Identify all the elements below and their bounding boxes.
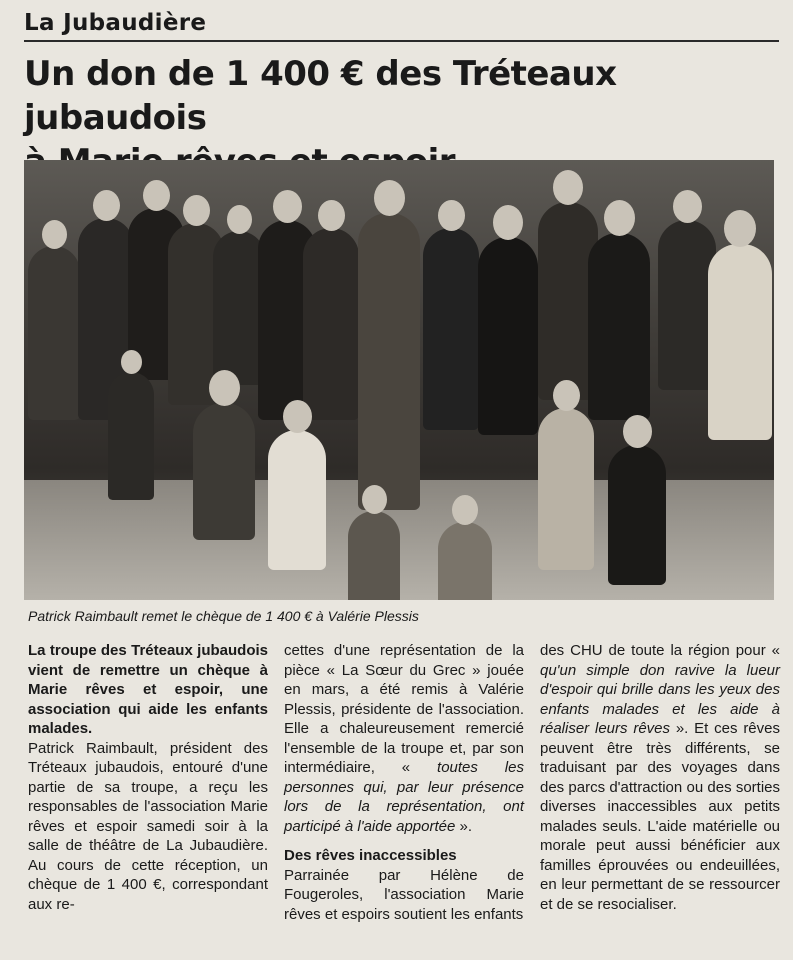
person-figure [199,370,249,540]
article-column-1 [28,641,268,914]
person-head [493,205,523,240]
person-body [28,246,80,420]
person-body [478,237,538,435]
person-head [273,190,302,223]
person-head [604,200,635,236]
person-figure [444,495,486,600]
person-body [108,372,154,500]
person-body [588,233,650,420]
person-figure [544,380,588,570]
person-head [318,200,345,231]
photo-caption: Patrick Raimbault remet le chèque de 1 400 € à Valérie Plessis [28,608,419,624]
article-paragraph-1: Patrick Raimbault, président des Tréteaux jubaudois, entouré d'une partie de sa troupe, a reçu les responsables de l'association Marie rêves et espoir samedi soir à la salle de théâtre de La Jubaudière. Au cours de cette réception, un chèque de 1 400 €, correspondant aux re- [28,739,268,913]
person-head [553,170,583,205]
person-head [143,180,170,211]
article-subhead: Des rêves inaccessibles [284,847,457,864]
person-figure [484,205,532,435]
person-head [438,200,465,231]
person-head [553,380,580,411]
article-column-2 [284,641,524,924]
article-lead: La troupe des Tréteaux jubaudois vient de remettre un chèque à Marie rêves et espoir, une association qui aide les enfants malades. [28,642,268,737]
group-photo [24,160,774,600]
person-head [673,190,702,223]
person-head [93,190,120,221]
paragraph-4-quote: qu'un simple don ravive la lueur d'espoir qui brille dans les yeux des enfants malades et les aide à réaliser leurs rêves [540,661,780,737]
person-body [538,408,594,570]
person-head [183,195,210,226]
person-head [42,220,67,249]
person-head [209,370,240,406]
person-head [452,495,478,525]
headline-line-1: Un don de 1 400 € des Tréteaux jubaudois [24,54,617,138]
person-body [708,244,772,440]
person-body [348,511,400,600]
person-head [227,205,252,234]
person-figure [614,415,660,585]
person-figure [309,200,353,420]
person-figure [714,210,766,440]
person-figure [544,170,592,400]
paragraph-2-quote: toutes les personnes qui, par leur présence lors de la représentation, ont participé à l'aide apportée [284,759,524,835]
article-paragraph-2 [284,641,524,836]
person-body [608,445,666,585]
person-figure [664,190,710,390]
paragraph-4-end: ». Et ces rêves peuvent être très différents, se traduisant par des voyages dans des parcs d'attraction ou des sorties diverses inaccessibles aux petits malades seuls. L'aide matérielle ou morale peut aussi bénéficier aux familles éprouvées ou endeuillées, en leur permettant de se ressourcer et de se resocialiser. [540,720,780,913]
paragraph-2-end: ». [455,817,473,835]
section-header [24,10,779,42]
person-body [268,430,326,570]
person-figure [429,200,473,430]
person-figure [219,205,259,385]
paragraph-4-text: des CHU de toute la région pour « [540,642,780,659]
section-title: La Jubaudière [24,10,216,36]
article-paragraph-3: Parrainée par Hélène de Fougeroles, l'association Marie rêves et espoirs soutient les enfants [284,866,524,923]
person-head [623,415,652,448]
person-body [423,228,479,430]
person-figure [594,200,644,420]
person-head [362,485,387,514]
article-column-3 [540,641,780,914]
person-head [374,180,405,216]
person-head [283,400,312,433]
person-body [438,522,492,600]
person-body [303,228,359,420]
person-head [724,210,756,247]
person-figure [364,180,414,510]
article-paragraph-4 [540,641,780,914]
person-head [121,350,142,374]
person-body [193,403,255,540]
person-figure [354,485,394,600]
person-figure [34,220,74,420]
person-body [358,213,420,510]
person-figure [114,350,148,500]
paragraph-2-text: cettes d'une représentation de la pièce « La Sœur du Grec » jouée en mars, a été remis à Valérie Plessis, présidente de l'association. Elle a chaleureusement remercié l'ensemble de la troupe et, par son intermédiaire, « [284,642,524,776]
person-figure [274,400,320,570]
